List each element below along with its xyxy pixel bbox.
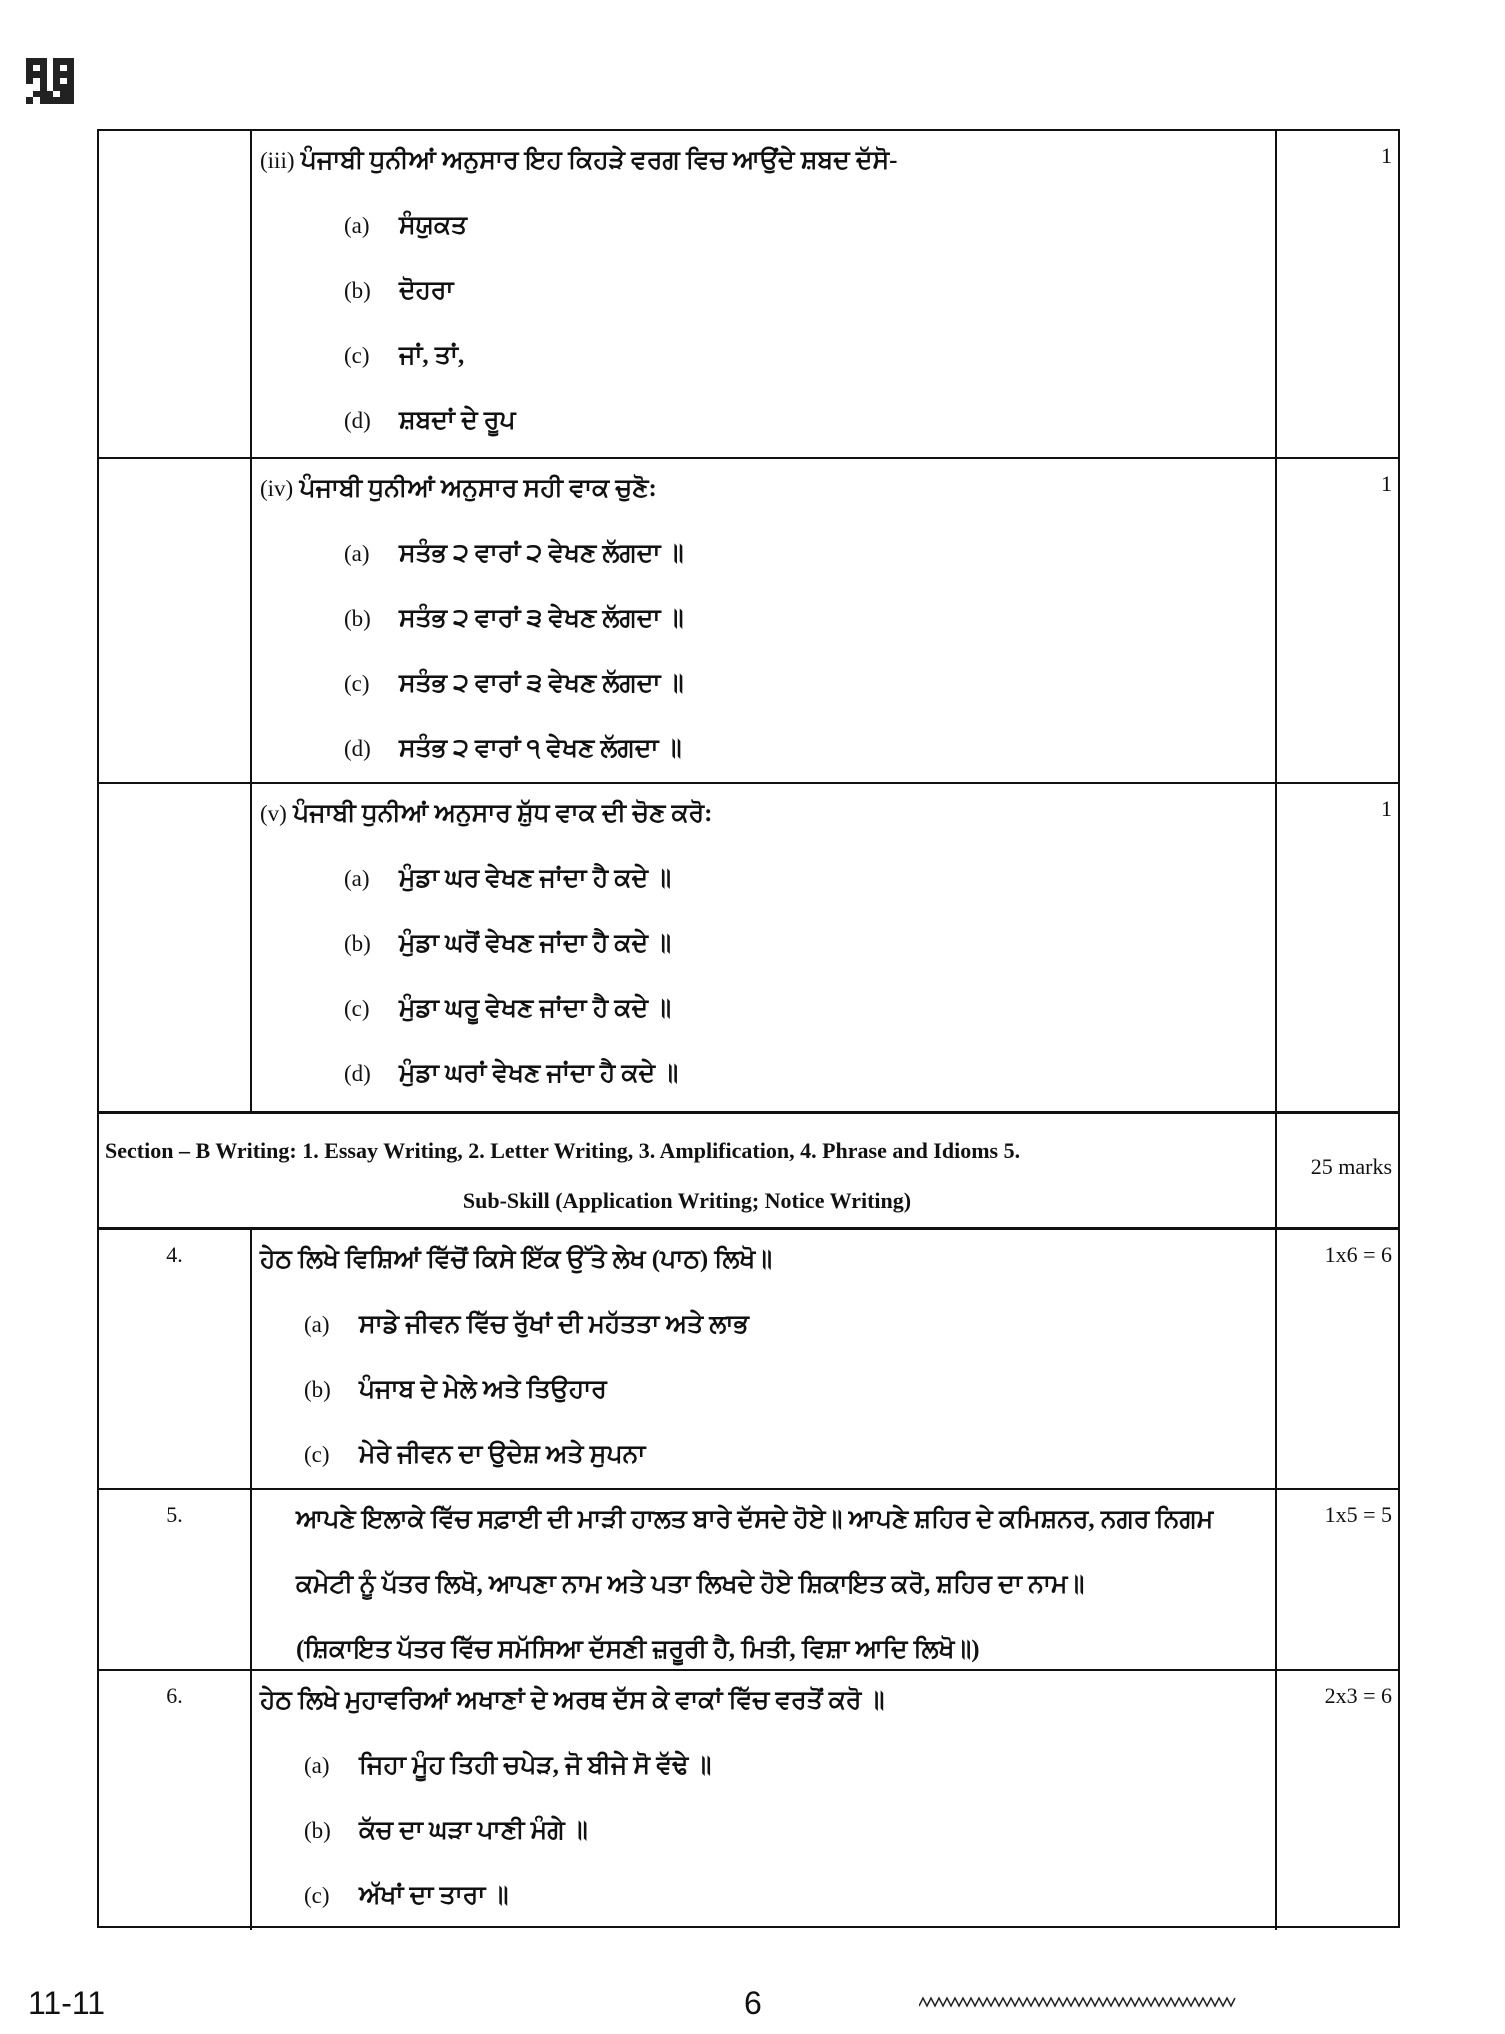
answer-option [344,599,1267,664]
answer-option [344,206,1267,271]
answer-option [344,336,1267,401]
option-text: ਜਿਹਾ ਮੂੰਹ ਤਿਹੀ ਚਪੇੜ, ਜੋ ਬੀਜੇ ਸੋ ਵੱਢੇ ॥ [359,1752,712,1779]
answer-option [344,271,1267,336]
answer-option [304,1811,1267,1876]
option-text: ਸਤੰਭ ੨ ਵਾਰਾਂ ੩ ਵੇਖਣ ਲੱਗਦਾ ॥ [399,605,684,632]
option-text: ਮੁੰਡਾ ਘਰ ਵੇਖਣ ਜਾਂਦਾ ਹੈ ਕਦੇ ॥ [399,865,672,892]
marks: 2x3 = 6 [1324,1683,1392,1708]
option-label: (c) [344,996,370,1021]
page-code: 11-11 [28,1985,106,2021]
option-label: (c) [344,671,370,696]
question-text: ਪੰਜਾਬੀ ਧੁਨੀਆਂ ਅਨੁਸਾਰ ਸਹੀ ਵਾਕ ਚੁਣੋ: [299,475,657,502]
answer-option [344,859,1267,924]
page-number: 6 [744,1985,762,2021]
option-text: ਕੱਚ ਦਾ ਘੜਾ ਪਾਣੀ ਮੰਗੇ ॥ [359,1817,588,1844]
section-b-header [99,1111,1398,1227]
answer-option [304,1370,1267,1435]
option-label: (a) [304,1753,330,1778]
question-note: (ਸ਼ਿਕਾਇਤ ਪੱਤਰ ਵਿੱਚ ਸਮੱਸਿਆ ਦੱਸਣੀ ਜ਼ਰੂਰੀ ਹੈ, ਮਿਤੀ, ਵਿਸ਼ਾ ਆਦਿ ਲਿਖੋ॥) [296,1636,980,1663]
option-text: ਦੋਹਰਾ [399,277,454,304]
option-text: ਮੁੰਡਾ ਘਰੋਂ ਵੇਖਣ ਜਾਂਦਾ ਹੈ ਕਦੇ ॥ [399,930,672,957]
option-text: ਸੰਯੁਕਤ [399,212,468,239]
option-text: ਸ਼ਬਦਾਂ ਦੇ ਰੂਪ [399,407,516,434]
marking-scheme-table [97,129,1400,1928]
option-label: (b) [304,1818,331,1843]
option-label: (d) [344,1061,371,1086]
option-label: (b) [304,1377,331,1402]
question-number: (v) [260,801,287,826]
option-label: (a) [344,866,370,891]
option-label: (a) [344,213,370,238]
question-text: ਪੰਜਾਬੀ ਧੁਨੀਆਂ ਅਨੁਸਾਰ ਇਹ ਕਿਹੜੇ ਵਰਗ ਵਿਚ ਆਉਂਦੇ ਸ਼ਬਦ ਦੱਸੋ- [300,147,898,174]
table-row [99,457,1398,782]
option-text: ਸਤੰਭ ੨ ਵਾਰਾਂ ੧ ਵੇਖਣ ਲੱਗਦਾ ॥ [399,735,682,762]
option-label: (b) [344,606,371,631]
answer-option [344,989,1267,1054]
section-b-subskill: Sub-Skill (Application Writing; Notice Writing) [462,1188,912,1213]
marks: 1 [1381,796,1392,821]
option-label: (a) [304,1312,330,1337]
question-text: ਹੇਠ ਲਿਖੇ ਵਿਸ਼ਿਆਂ ਵਿੱਚੋਂ ਕਿਸੇ ਇੱਕ ਉੱਤੇ ਲੇਖ (ਪਾਠ) ਲਿਖੋ॥ [260,1246,773,1273]
option-text: ਅੱਖਾਂ ਦਾ ਤਾਰਾ ॥ [359,1882,509,1909]
marks: 1x6 = 6 [1324,1242,1392,1267]
table-row [99,1227,1398,1488]
option-label: (c) [344,343,370,368]
answer-option [344,664,1267,729]
marks: 1 [1381,471,1392,496]
question-number: 6. [166,1683,183,1708]
qr-code [26,58,74,104]
question-number: (iv) [260,476,294,501]
question-text-line1: ਆਪਣੇ ਇਲਾਕੇ ਵਿੱਚ ਸਫ਼ਾਈ ਦੀ ਮਾੜੀ ਹਾਲਤ ਬਾਰੇ ਦੱਸਦੇ ਹੋਏ॥ ਆਪਣੇ ਸ਼ਹਿਰ ਦੇ ਕਮਿਸ਼ਨਰ, ਨਗਰ ਨਿਗਮ [296,1506,1214,1533]
answer-option [304,1746,1267,1811]
question-number: 5. [166,1502,183,1527]
question-number: (iii) [260,148,295,173]
option-text: ਸਾਡੇ ਜੀਵਨ ਵਿੱਚ ਰੁੱਖਾਂ ਦੀ ਮਹੱਤਤਾ ਅਤੇ ਲਾਭ [359,1311,749,1338]
question-text-line2: ਕਮੇਟੀ ਨੂੰ ਪੱਤਰ ਲਿਖੋ, ਆਪਣਾ ਨਾਮ ਅਤੇ ਪਤਾ ਲਿਖਦੇ ਹੋਏ ਸ਼ਿਕਾਇਤ ਕਰੋ, ਸ਼ਹਿਰ ਦਾ ਨਾਮ॥ [296,1571,1085,1598]
option-label: (b) [344,931,371,956]
option-label: (c) [304,1442,330,1467]
answer-option [304,1876,1267,1941]
option-label: (b) [344,278,371,303]
question-text: ਪੰਜਾਬੀ ਧੁਨੀਆਂ ਅਨੁਸਾਰ ਸ਼ੁੱਧ ਵਾਕ ਦੀ ਚੋਣ ਕਰੋ: [293,800,713,827]
table-row [99,782,1398,1111]
answer-option [344,534,1267,599]
question-text: ਹੇਠ ਲਿਖੇ ਮੁਹਾਵਰਿਆਂ ਅਖਾਣਾਂ ਦੇ ਅਰਥ ਦੱਸ ਕੇ ਵਾਕਾਂ ਵਿੱਚ ਵਰਤੋਂ ਕਰੋ ॥ [260,1687,885,1714]
section-b-title: Section – B Writing: 1. Essay Writing, 2. Letter Writing, 3. Amplification, 4. Phrase and Idioms 5. [105,1138,1021,1163]
answer-option [344,924,1267,989]
option-text: ਸਤੰਭ ੨ ਵਾਰਾਂ ੨ ਵੇਖਣ ਲੱਗਦਾ ॥ [399,540,684,567]
question-number: 4. [166,1242,183,1267]
wavy-line-decoration [919,1995,1237,2009]
option-text: ਸਤੰਭ ੨ ਵਾਰਾਂ ੩ ਵੇਖਣ ਲੱਗਦਾ ॥ [399,670,684,697]
option-text: ਮੇਰੇ ਜੀਵਨ ਦਾ ਉਦੇਸ਼ ਅਤੇ ਸੁਪਨਾ [359,1441,646,1468]
answer-option [344,1054,1267,1119]
marks: 1x5 = 5 [1324,1502,1392,1527]
table-row [99,1669,1398,1930]
answer-option [304,1305,1267,1370]
marks: 1 [1381,143,1392,168]
option-label: (d) [344,408,371,433]
table-row [99,131,1398,457]
option-text: ਪੰਜਾਬ ਦੇ ਮੇਲੇ ਅਤੇ ਤਿਉਹਾਰ [359,1376,607,1403]
option-text: ਮੁੰਡਾ ਘਰੂ ਵੇਖਣ ਜਾਂਦਾ ਹੈ ਕਦੇ ॥ [399,995,672,1022]
option-text: ਮੁੰਡਾ ਘਰਾਂ ਵੇਖਣ ਜਾਂਦਾ ਹੈ ਕਦੇ ॥ [399,1060,679,1087]
marks: 25 marks [1310,1154,1392,1179]
option-text: ਜਾਂ, ਤਾਂ, [399,342,465,369]
table-row [99,1488,1398,1669]
option-label: (d) [344,736,371,761]
option-label: (c) [304,1883,330,1908]
option-label: (a) [344,541,370,566]
